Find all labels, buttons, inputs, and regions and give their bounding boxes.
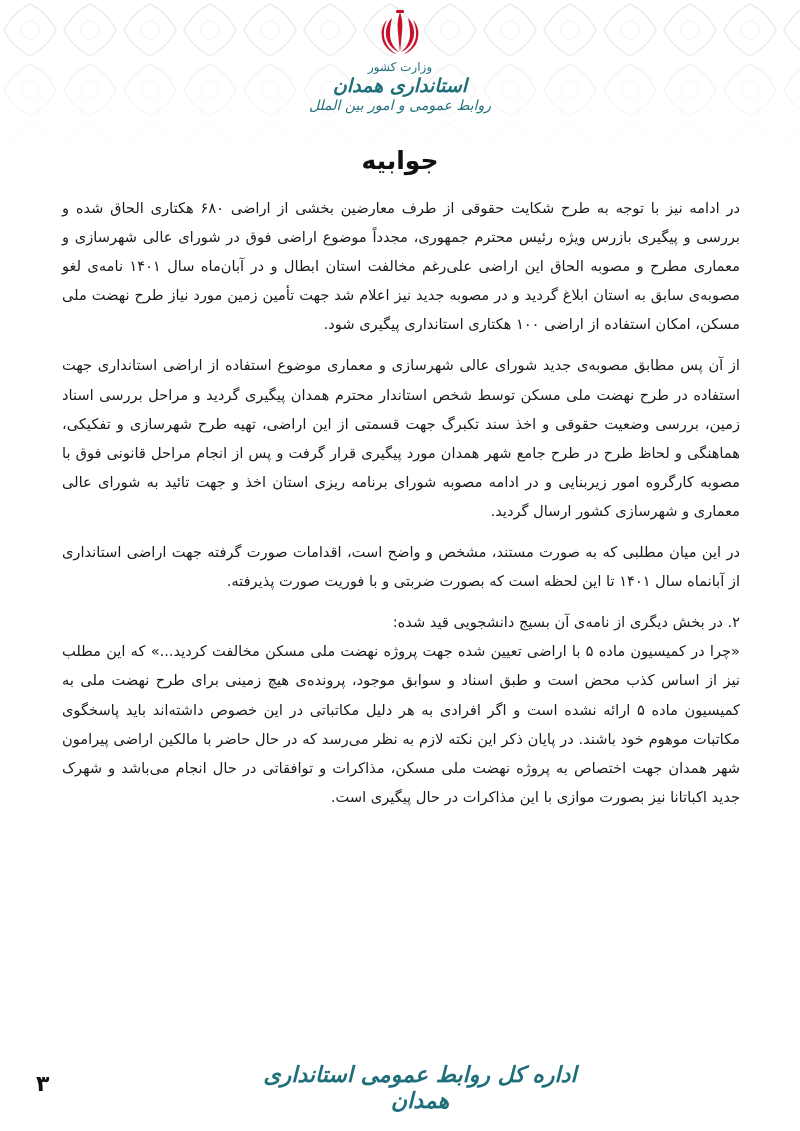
letterhead	[0, 8, 800, 115]
governorate-name: استانداری همدان	[332, 75, 468, 97]
iran-emblem-icon	[378, 8, 422, 58]
department-name: روابط عمومی و امور بین الملل	[308, 98, 492, 114]
page-number: ۳	[36, 1072, 50, 1097]
paragraph: ۲. در بخش دیگری از نامه‌ی آن بسیج دانشجویی قید شده:	[392, 614, 740, 632]
footer-office-logo: اداره کل روابط عمومی استانداری همدان	[263, 1062, 577, 1114]
paragraph: از آن پس مطابق مصوبه‌ی جدید شورای عالی شهرسازی و معماری موضوع استفاده از اراضی استانداری جهت استفاده در طرح نهضت ملی مسکن توسط شخص استاندار محترم همدان پیگیری گردید و مراحل بررسی اسناد زمین، بررسی وضعیت حقوقی و اخذ سند تکبرگ جهت قسمتی از این اراضی، تهیه طرح شهرسازی و تفکیکی، هماهنگی و لحاظ طرح در طرح جامع شهر همدان مورد پیگیری قرار گرفت و پس از انجام مراحل قانونی فوق با مصوبه کارگروه امور زیربنایی و در ادامه مصوبه شورای برنامه ریزی استان اخذ و جهت تائید به شورای عالی معماری و شهرسازی کشور ارسال گردید.	[62, 357, 740, 520]
letter-body	[62, 194, 740, 812]
paragraph: در این میان مطلبی که به صورت مستند، مشخص و واضح است، اقدامات صورت گرفته جهت اراضی استانداری از آبانماه سال ۱۴۰۱ تا این لحظه است که بصورت ضربتی و با فوریت صورت پذیرفته.	[62, 544, 740, 591]
page-title: جوابیه	[361, 146, 439, 175]
ministry-name: وزارت کشور	[367, 60, 433, 74]
paragraph: «چرا در کمیسیون ماده ۵ با اراضی تعیین شده جهت پروژه نهضت ملی مسکن مخالفت کردید...» که این مطلب نیز از اساس کذب محض است و طبق اسناد و سوابق موجود، پرونده‌ی هیچ زمینی برای طرح نهضت ملی به کمیسیون ماده ۵ ارائه نشده است و اگر افرادی به هر دلیل مکاتباتی در این خصوص داشته‌اند باید پاسخگوی مکاتبات موهوم خود باشند. در پایان ذکر این نکته لازم به نظر می‌رسد که در حال حاضر با مالکین اراضی پیرامون شهر همدان جهت اختصاص به پروژه نهضت ملی مسکن، مذاکرات و توافقاتی در حال انجام می‌باشد و شهرک جدید اکباتانا نیز بصورت موازی با این مذاکرات در حال پیگیری است.	[62, 643, 741, 806]
paragraph: در ادامه نیز با توجه به طرح شکایت حقوقی از طرف معارضین بخشی از اراضی ۶۸۰ هکتاری الحاق شده و بررسی و پیگیری بازرس ویژه رئیس محترم جمهوری، مجدداً موضوع اراضی فوق در شورای عالی شهرسازی و معماری مطرح و مصوبه الحاق این اراضی علی‌رغم مخالفت استان ابطال و در آبان‌ماه سال ۱۴۰۱ نامه‌ی لغو مصوبه‌ی سابق به استان ابلاغ گردید و در مصوبه جدید نیز اعلام شد جهت تأمین زمین مورد نیاز طرح نهضت ملی مسکن، امکان استفاده از اراضی ۱۰۰ هکتاری استانداری پیگیری شود.	[62, 200, 741, 334]
